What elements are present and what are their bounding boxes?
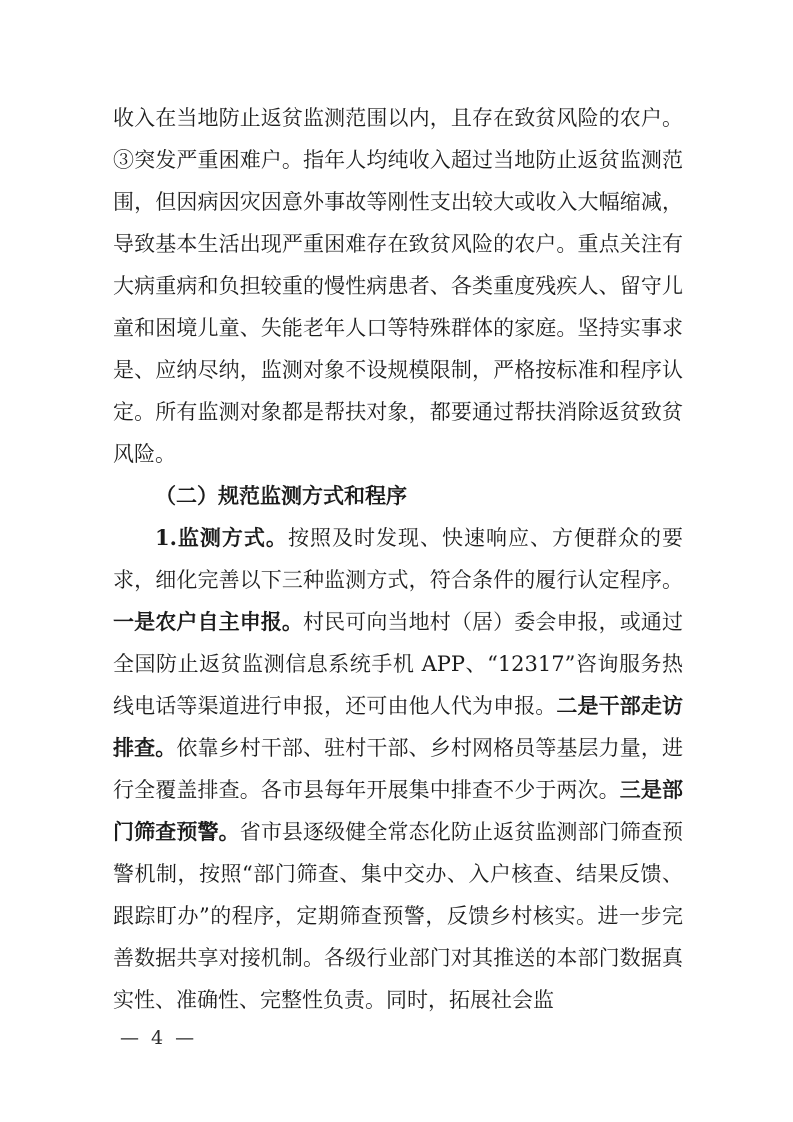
body-text: 收入在当地防止返贫监测范围以内，且存在致贫风险的农户。③突发严重困难户。指年人均纯收入超过当地防止返贫监测范围，但因病因灾因意外事故等刚性支出较大或收入大幅缩减，导致基本生活出现严重困难存在致贫风险的农户。重点关注有大病重病和负担较重的慢性病患者、各类重度残疾人、留守儿童和困境儿童、失能老年人口等特殊群体的家庭。坚持实事求是、应纳尽纳，监测对象不设规模限制，严格按标准和程序认定。所有监测对象都是帮扶对象，都要通过帮扶消除返贫致贫风险。 bbox=[113, 106, 683, 466]
page-number: — 4 — bbox=[120, 1027, 198, 1049]
section-heading bbox=[113, 475, 683, 517]
run-monitoring-methods-label: 1.监测方式。 bbox=[155, 525, 288, 550]
section-heading-text: （二）规范监测方式和程序 bbox=[155, 483, 407, 508]
run-method-three-label: 三是部门筛查预警。 bbox=[113, 777, 684, 844]
run-monitoring-methods-intro: 按照及时发现、快速响应、方便群众的要求，细化完善以下三种监测方式，符合条件的履行认定程序。 bbox=[113, 526, 683, 592]
run-method-two-body: 依靠乡村干部、驻村干部、乡村网格员等基层力量，进行全覆盖排查。各市县每年开展集中排查不少于两次。 bbox=[113, 736, 684, 802]
run-method-one-body: 村民可向当地村（居）委会申报，或通过全国防止返贫监测信息系统手机 APP、“12317”咨询服务热线电话等渠道进行申报，还可由他人代为申报。 bbox=[113, 610, 684, 718]
paragraph-monitoring-methods bbox=[113, 517, 683, 1021]
run-method-three-body: 省市县逐级健全常态化防止返贫监测部门筛查预警机制，按照“部门筛查、集中交办、入户核查、结果反馈、跟踪盯办”的程序，定期筛查预警，反馈乡村核实。进一步完善数据共享对接机制。各级行业部门对其推送的本部门数据真实性、准确性、完整性负责。同时，拓展社会监 bbox=[113, 820, 684, 1012]
document-body bbox=[113, 97, 683, 1021]
paragraph-continuation bbox=[113, 97, 683, 475]
run-method-two-label: 二是干部走访排查。 bbox=[113, 693, 683, 760]
run-method-one-label: 一是农户自主申报。 bbox=[113, 609, 304, 634]
